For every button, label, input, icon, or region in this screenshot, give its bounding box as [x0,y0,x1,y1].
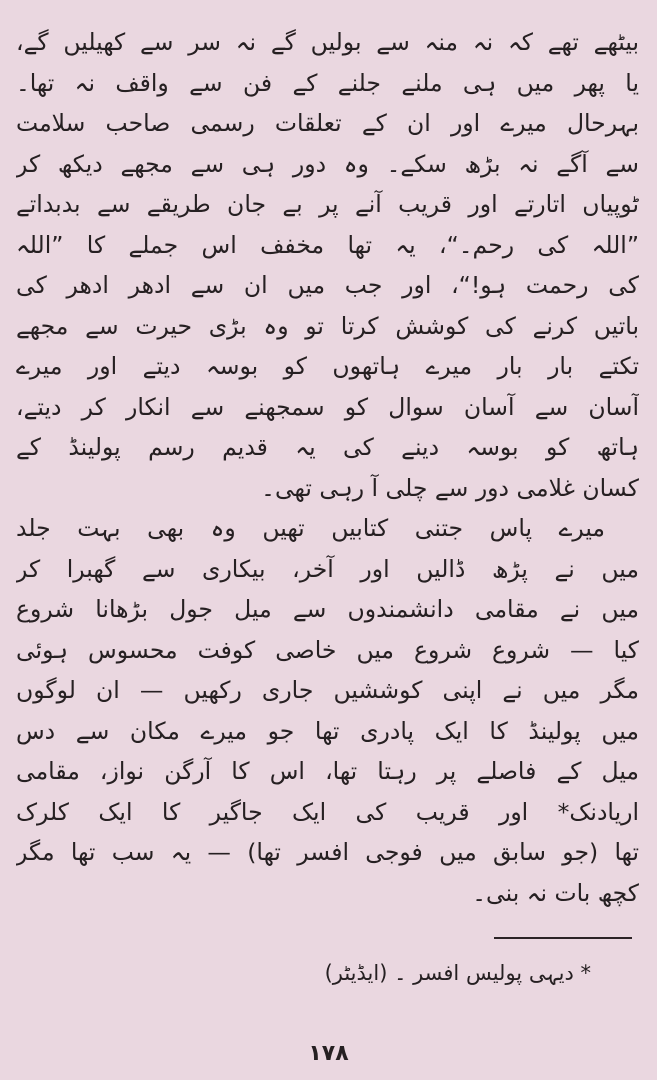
text-line: میں پولینڈ کا ایک پادری تھا جو میرے مکان سے دس [16,716,639,745]
footnote-divider [494,937,632,939]
text-line: اریادنک* اور قریب کی ایک جاگیر کا ایک کلرک [16,797,639,826]
text-line: کسان غلامی دور سے چلی آ رہی تھی۔ [261,473,639,502]
text-line: کچھ بات نہ بنی۔ [472,878,639,907]
text-line: ہاتھ کو بوسہ دینے کی یہ قدیم رسم پولینڈ کے [16,433,639,461]
page-number: ١٧٨ [308,1041,349,1066]
footnote: * دیہی پولیس افسر ۔ (ایڈیٹر) [324,961,591,985]
text-line: میرے پاس جتنی کتابیں تھیں وہ بھی بہت جلد [16,514,605,542]
text-line: بہرحال میرے اور ان کے تعلقات رسمی صاحب سلامت [16,109,639,137]
text-line: آسان سے آسان سوال کو سمجھنے سے انکار کر دیتے، [16,392,639,421]
text-line: میں نے پڑھ ڈالیں اور آخر، بیکاری سے گھبرا کر [16,554,639,583]
body-text [16,22,639,913]
text-line: ”اللہ کی رحم۔“، یہ تھا مخفف اس جملے کا ”اللہ [16,230,639,259]
text-line: باتیں کرنے کی کوشش کرتا تو وہ بڑی حیرت سے مجھے [16,311,639,340]
text-line: یا پھر میں ہی ملنے جلنے کے فن سے واقف نہ تھا۔ [16,68,639,97]
text-line: تکتے بار بار میرے ہاتھوں کو بوسہ دیتے اور میرے [16,352,639,380]
text-line: مگر میں نے اپنی کوششیں جاری رکھیں — ان لوگوں [16,676,639,704]
text-line: کیا — شروع شروع میں خاصی کوفت محسوس ہوئی [16,635,639,664]
text-line: سے آگے نہ بڑھ سکے۔ وہ دور ہی سے مجھے دیکھ کر [16,149,639,178]
text-line: میں نے مقامی دانشمندوں سے میل جول بڑھانا شروع [16,595,639,623]
text-line: بیٹھے تھے کہ نہ منہ سے بولیں گے نہ سر سے کھیلیں گے، [16,28,639,56]
text-line: تھا (جو سابق میں فوجی افسر تھا) — یہ سب تھا مگر [16,838,639,866]
text-line: میل کے فاصلے پر رہتا تھا، اس کا آرگن نواز، مقامی [16,757,639,785]
text-line: کی رحمت ہو!“، اور جب میں ان سے ادھر ادھر کی [16,271,639,299]
text-line: ٹوپیاں اتارتے اور قریب آنے پر بے جان طریقے سے بدبداتے [16,190,639,218]
